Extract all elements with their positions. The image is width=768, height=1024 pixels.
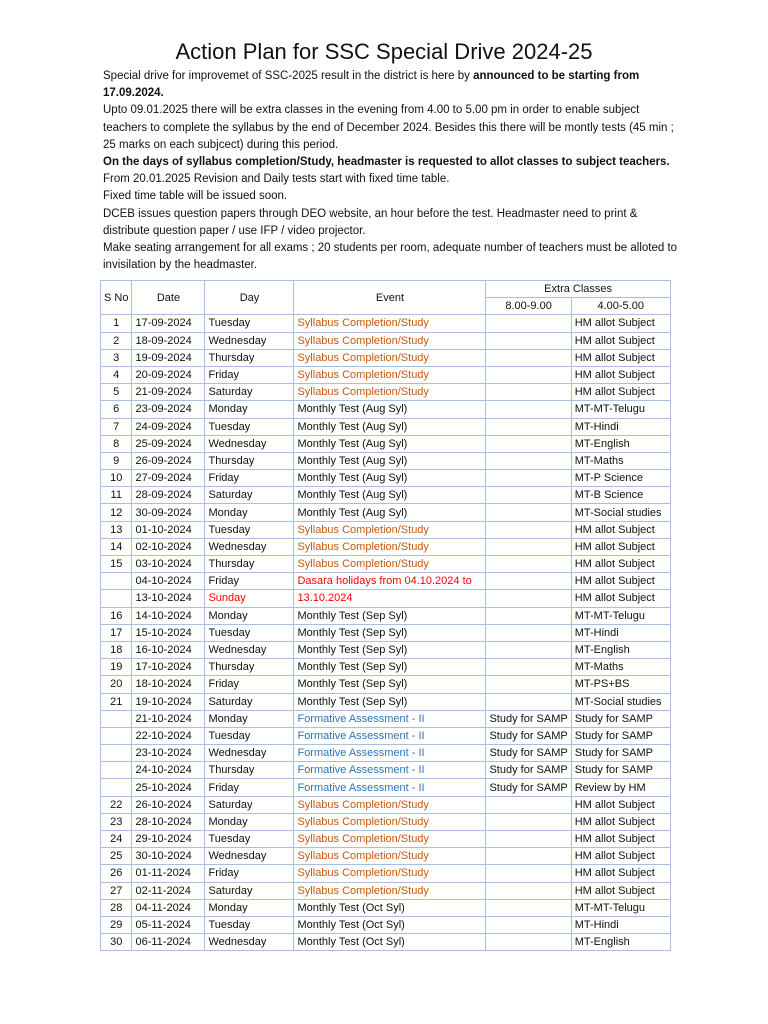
table-row bbox=[101, 607, 671, 624]
intro-paragraph: DCEB issues question papers through DEO website, an hour before the test. Headmaster need to print & distribute question paper / use IFP / video projector. bbox=[103, 207, 638, 237]
cell-date: 01-10-2024 bbox=[132, 521, 205, 538]
cell-evening: HM allot Subject bbox=[571, 848, 670, 865]
cell-date: 19-10-2024 bbox=[132, 693, 205, 710]
cell-date: 04-11-2024 bbox=[132, 899, 205, 916]
cell-event: Monthly Test (Oct Syl) bbox=[294, 899, 486, 916]
cell-sno: 29 bbox=[101, 916, 132, 933]
cell-event: Formative Assessment - II bbox=[294, 727, 486, 744]
cell-date: 27-09-2024 bbox=[132, 470, 205, 487]
cell-morning bbox=[486, 315, 571, 332]
cell-event: Syllabus Completion/Study bbox=[294, 332, 486, 349]
cell-morning: Study for SAMP bbox=[486, 710, 571, 727]
cell-sno: 26 bbox=[101, 865, 132, 882]
header-morning: 8.00-9.00 bbox=[486, 298, 571, 315]
cell-morning bbox=[486, 882, 571, 899]
cell-date: 22-10-2024 bbox=[132, 727, 205, 744]
cell-event: Syllabus Completion/Study bbox=[294, 384, 486, 401]
cell-date: 04-10-2024 bbox=[132, 573, 205, 590]
cell-sno: 27 bbox=[101, 882, 132, 899]
cell-event: Monthly Test (Sep Syl) bbox=[294, 641, 486, 658]
header-day: Day bbox=[205, 281, 294, 315]
cell-event: Syllabus Completion/Study bbox=[294, 848, 486, 865]
cell-sno: 6 bbox=[101, 401, 132, 418]
cell-day: Tuesday bbox=[205, 624, 294, 641]
cell-date: 26-10-2024 bbox=[132, 796, 205, 813]
cell-day: Friday bbox=[205, 366, 294, 383]
cell-event: Monthly Test (Aug Syl) bbox=[294, 487, 486, 504]
cell-sno: 23 bbox=[101, 813, 132, 830]
cell-evening: HM allot Subject bbox=[571, 865, 670, 882]
cell-morning bbox=[486, 813, 571, 830]
cell-event: Monthly Test (Sep Syl) bbox=[294, 659, 486, 676]
cell-morning bbox=[486, 590, 571, 607]
cell-sno: 2 bbox=[101, 332, 132, 349]
cell-evening: HM allot Subject bbox=[571, 538, 670, 555]
cell-sno bbox=[101, 762, 132, 779]
cell-morning bbox=[486, 641, 571, 658]
cell-day: Friday bbox=[205, 470, 294, 487]
cell-morning bbox=[486, 659, 571, 676]
table-row bbox=[101, 762, 671, 779]
cell-date: 21-10-2024 bbox=[132, 710, 205, 727]
cell-morning: Study for SAMP bbox=[486, 727, 571, 744]
table-row bbox=[101, 899, 671, 916]
table-body bbox=[101, 315, 671, 951]
table-row bbox=[101, 349, 671, 366]
intro-text bbox=[103, 68, 683, 274]
cell-event: Syllabus Completion/Study bbox=[294, 813, 486, 830]
cell-sno: 18 bbox=[101, 641, 132, 658]
cell-evening: MT-Hindi bbox=[571, 418, 670, 435]
table-row bbox=[101, 813, 671, 830]
cell-event: Monthly Test (Aug Syl) bbox=[294, 435, 486, 452]
cell-morning bbox=[486, 349, 571, 366]
table-row bbox=[101, 882, 671, 899]
cell-sno bbox=[101, 590, 132, 607]
cell-morning bbox=[486, 934, 571, 951]
cell-date: 18-10-2024 bbox=[132, 676, 205, 693]
cell-morning: Study for SAMP bbox=[486, 745, 571, 762]
cell-day: Saturday bbox=[205, 882, 294, 899]
cell-day: Thursday bbox=[205, 349, 294, 366]
cell-morning bbox=[486, 435, 571, 452]
cell-day: Thursday bbox=[205, 762, 294, 779]
cell-event: Monthly Test (Oct Syl) bbox=[294, 934, 486, 951]
table-row bbox=[101, 504, 671, 521]
table-row bbox=[101, 366, 671, 383]
cell-evening: HM allot Subject bbox=[571, 349, 670, 366]
table-row bbox=[101, 727, 671, 744]
cell-evening: MT-English bbox=[571, 435, 670, 452]
cell-day: Tuesday bbox=[205, 418, 294, 435]
cell-sno: 9 bbox=[101, 452, 132, 469]
cell-evening: MT-Maths bbox=[571, 659, 670, 676]
cell-date: 28-09-2024 bbox=[132, 487, 205, 504]
cell-event: Monthly Test (Aug Syl) bbox=[294, 470, 486, 487]
intro-paragraph: Upto 09.01.2025 there will be extra classes in the evening from 4.00 to 5.00 pm in order to enable subject teachers to complete the syllabus by the end of December 2024. Besides this there will be montly tests (45 min ; 25 marks on each subjcect) during this period. bbox=[103, 104, 674, 151]
cell-sno: 19 bbox=[101, 659, 132, 676]
table-row bbox=[101, 848, 671, 865]
header-date: Date bbox=[132, 281, 205, 315]
cell-sno: 25 bbox=[101, 848, 132, 865]
cell-morning bbox=[486, 796, 571, 813]
cell-sno bbox=[101, 745, 132, 762]
cell-sno: 5 bbox=[101, 384, 132, 401]
cell-morning bbox=[486, 916, 571, 933]
cell-sno: 1 bbox=[101, 315, 132, 332]
cell-date: 03-10-2024 bbox=[132, 556, 205, 573]
cell-day: Wednesday bbox=[205, 332, 294, 349]
cell-sno: 20 bbox=[101, 676, 132, 693]
cell-day: Wednesday bbox=[205, 745, 294, 762]
cell-date: 05-11-2024 bbox=[132, 916, 205, 933]
cell-event: Formative Assessment - II bbox=[294, 779, 486, 796]
cell-sno bbox=[101, 710, 132, 727]
cell-day: Saturday bbox=[205, 693, 294, 710]
cell-morning bbox=[486, 452, 571, 469]
cell-morning bbox=[486, 573, 571, 590]
cell-date: 26-09-2024 bbox=[132, 452, 205, 469]
cell-sno: 15 bbox=[101, 556, 132, 573]
cell-evening: MT-MT-Telugu bbox=[571, 607, 670, 624]
cell-sno: 12 bbox=[101, 504, 132, 521]
cell-date: 30-09-2024 bbox=[132, 504, 205, 521]
cell-day: Sunday bbox=[205, 590, 294, 607]
cell-morning bbox=[486, 831, 571, 848]
cell-event: Formative Assessment - II bbox=[294, 762, 486, 779]
cell-day: Monday bbox=[205, 899, 294, 916]
cell-event: Syllabus Completion/Study bbox=[294, 521, 486, 538]
cell-evening: Review by HM bbox=[571, 779, 670, 796]
cell-event: Monthly Test (Aug Syl) bbox=[294, 452, 486, 469]
cell-morning bbox=[486, 470, 571, 487]
cell-sno: 13 bbox=[101, 521, 132, 538]
cell-evening: HM allot Subject bbox=[571, 332, 670, 349]
cell-morning bbox=[486, 676, 571, 693]
intro-paragraph-bold: On the days of syllabus completion/Study, headmaster is requested to allot classes to subject teachers. bbox=[103, 156, 670, 169]
table-row bbox=[101, 831, 671, 848]
cell-day: Monday bbox=[205, 607, 294, 624]
cell-sno bbox=[101, 573, 132, 590]
cell-evening: HM allot Subject bbox=[571, 831, 670, 848]
cell-date: 16-10-2024 bbox=[132, 641, 205, 658]
cell-evening: HM allot Subject bbox=[571, 556, 670, 573]
table-row bbox=[101, 796, 671, 813]
cell-event: Formative Assessment - II bbox=[294, 710, 486, 727]
cell-morning bbox=[486, 556, 571, 573]
cell-evening: HM allot Subject bbox=[571, 590, 670, 607]
cell-evening: HM allot Subject bbox=[571, 384, 670, 401]
cell-event: Formative Assessment - II bbox=[294, 745, 486, 762]
cell-day: Wednesday bbox=[205, 538, 294, 555]
intro-text-span: Special drive for improvemet of SSC-2025 result in the district is here by bbox=[103, 70, 474, 82]
cell-date: 02-11-2024 bbox=[132, 882, 205, 899]
intro-paragraph bbox=[103, 68, 683, 102]
table-row bbox=[101, 315, 671, 332]
cell-event: Syllabus Completion/Study bbox=[294, 882, 486, 899]
cell-day: Wednesday bbox=[205, 934, 294, 951]
cell-event: Syllabus Completion/Study bbox=[294, 556, 486, 573]
cell-date: 24-10-2024 bbox=[132, 762, 205, 779]
cell-event: Syllabus Completion/Study bbox=[294, 366, 486, 383]
cell-date: 15-10-2024 bbox=[132, 624, 205, 641]
cell-event: Monthly Test (Aug Syl) bbox=[294, 504, 486, 521]
cell-evening: HM allot Subject bbox=[571, 813, 670, 830]
cell-date: 01-11-2024 bbox=[132, 865, 205, 882]
cell-sno: 7 bbox=[101, 418, 132, 435]
cell-evening: MT-B Science bbox=[571, 487, 670, 504]
action-plan-table bbox=[100, 280, 671, 951]
cell-day: Friday bbox=[205, 865, 294, 882]
cell-evening: MT-PS+BS bbox=[571, 676, 670, 693]
cell-event: Dasara holidays from 04.10.2024 to bbox=[294, 573, 486, 590]
cell-date: 24-09-2024 bbox=[132, 418, 205, 435]
table-row bbox=[101, 487, 671, 504]
cell-sno: 16 bbox=[101, 607, 132, 624]
cell-evening: HM allot Subject bbox=[571, 573, 670, 590]
cell-evening: MT-Hindi bbox=[571, 624, 670, 641]
table-row bbox=[101, 521, 671, 538]
cell-day: Friday bbox=[205, 676, 294, 693]
table-row bbox=[101, 624, 671, 641]
cell-event: Monthly Test (Aug Syl) bbox=[294, 418, 486, 435]
cell-day: Wednesday bbox=[205, 641, 294, 658]
cell-sno: 8 bbox=[101, 435, 132, 452]
table-row bbox=[101, 710, 671, 727]
cell-date: 23-09-2024 bbox=[132, 401, 205, 418]
cell-evening: Study for SAMP bbox=[571, 745, 670, 762]
table-row bbox=[101, 865, 671, 882]
cell-day: Thursday bbox=[205, 556, 294, 573]
cell-evening: MT-Maths bbox=[571, 452, 670, 469]
cell-evening: MT-Social studies bbox=[571, 693, 670, 710]
cell-evening: MT-English bbox=[571, 641, 670, 658]
cell-date: 25-10-2024 bbox=[132, 779, 205, 796]
intro-paragraph: Make seating arrangement for all exams ; 20 students per room, adequate number of teachers must be alloted to invisilation by the headmaster. bbox=[103, 242, 678, 272]
header-sno: S No bbox=[101, 281, 132, 315]
cell-date: 02-10-2024 bbox=[132, 538, 205, 555]
table-row bbox=[101, 934, 671, 951]
cell-event: Monthly Test (Sep Syl) bbox=[294, 676, 486, 693]
cell-day: Wednesday bbox=[205, 435, 294, 452]
table-row bbox=[101, 573, 671, 590]
cell-event: 13.10.2024 bbox=[294, 590, 486, 607]
cell-date: 20-09-2024 bbox=[132, 366, 205, 383]
cell-sno: 17 bbox=[101, 624, 132, 641]
cell-sno: 28 bbox=[101, 899, 132, 916]
cell-date: 28-10-2024 bbox=[132, 813, 205, 830]
cell-event: Syllabus Completion/Study bbox=[294, 538, 486, 555]
cell-morning bbox=[486, 538, 571, 555]
cell-sno: 21 bbox=[101, 693, 132, 710]
cell-morning bbox=[486, 332, 571, 349]
cell-sno: 3 bbox=[101, 349, 132, 366]
cell-evening: HM allot Subject bbox=[571, 366, 670, 383]
cell-sno bbox=[101, 727, 132, 744]
cell-date: 17-09-2024 bbox=[132, 315, 205, 332]
cell-event: Syllabus Completion/Study bbox=[294, 796, 486, 813]
cell-event: Monthly Test (Sep Syl) bbox=[294, 624, 486, 641]
cell-date: 29-10-2024 bbox=[132, 831, 205, 848]
cell-morning bbox=[486, 401, 571, 418]
table-row bbox=[101, 435, 671, 452]
cell-day: Thursday bbox=[205, 452, 294, 469]
cell-day: Saturday bbox=[205, 796, 294, 813]
cell-morning bbox=[486, 504, 571, 521]
table-row bbox=[101, 745, 671, 762]
cell-morning bbox=[486, 848, 571, 865]
cell-evening: HM allot Subject bbox=[571, 796, 670, 813]
cell-date: 21-09-2024 bbox=[132, 384, 205, 401]
table-row bbox=[101, 418, 671, 435]
cell-evening: Study for SAMP bbox=[571, 762, 670, 779]
cell-day: Monday bbox=[205, 710, 294, 727]
cell-day: Tuesday bbox=[205, 831, 294, 848]
table-row bbox=[101, 556, 671, 573]
cell-evening: Study for SAMP bbox=[571, 710, 670, 727]
cell-evening: HM allot Subject bbox=[571, 521, 670, 538]
cell-evening: MT-MT-Telugu bbox=[571, 899, 670, 916]
cell-day: Saturday bbox=[205, 384, 294, 401]
cell-day: Friday bbox=[205, 779, 294, 796]
cell-sno bbox=[101, 779, 132, 796]
cell-day: Wednesday bbox=[205, 848, 294, 865]
cell-day: Saturday bbox=[205, 487, 294, 504]
cell-morning bbox=[486, 899, 571, 916]
cell-evening: Study for SAMP bbox=[571, 727, 670, 744]
cell-date: 23-10-2024 bbox=[132, 745, 205, 762]
table-row bbox=[101, 332, 671, 349]
cell-date: 18-09-2024 bbox=[132, 332, 205, 349]
cell-sno: 10 bbox=[101, 470, 132, 487]
table-row bbox=[101, 779, 671, 796]
table-row bbox=[101, 659, 671, 676]
cell-event: Monthly Test (Aug Syl) bbox=[294, 401, 486, 418]
intro-paragraph: From 20.01.2025 Revision and Daily tests start with fixed time table. bbox=[103, 173, 450, 186]
cell-evening: HM allot Subject bbox=[571, 315, 670, 332]
cell-sno: 4 bbox=[101, 366, 132, 383]
cell-sno: 24 bbox=[101, 831, 132, 848]
cell-morning bbox=[486, 366, 571, 383]
header-extra-classes: Extra Classes bbox=[486, 281, 670, 298]
cell-event: Syllabus Completion/Study bbox=[294, 865, 486, 882]
cell-evening: HM allot Subject bbox=[571, 882, 670, 899]
table-row bbox=[101, 916, 671, 933]
cell-sno: 11 bbox=[101, 487, 132, 504]
intro-bold-announcement: announced to be starting from 17.09.2024. bbox=[103, 70, 640, 100]
page-title: Action Plan for SSC Special Drive 2024-25 bbox=[175, 39, 593, 64]
cell-day: Tuesday bbox=[205, 521, 294, 538]
cell-morning: Study for SAMP bbox=[486, 762, 571, 779]
cell-sno: 30 bbox=[101, 934, 132, 951]
table-row bbox=[101, 384, 671, 401]
cell-date: 14-10-2024 bbox=[132, 607, 205, 624]
cell-event: Monthly Test (Sep Syl) bbox=[294, 607, 486, 624]
cell-day: Tuesday bbox=[205, 916, 294, 933]
cell-day: Monday bbox=[205, 504, 294, 521]
cell-event: Syllabus Completion/Study bbox=[294, 831, 486, 848]
cell-day: Monday bbox=[205, 813, 294, 830]
cell-event: Monthly Test (Sep Syl) bbox=[294, 693, 486, 710]
cell-sno: 22 bbox=[101, 796, 132, 813]
cell-event: Syllabus Completion/Study bbox=[294, 315, 486, 332]
cell-morning bbox=[486, 624, 571, 641]
cell-evening: MT-Social studies bbox=[571, 504, 670, 521]
cell-morning bbox=[486, 487, 571, 504]
table-row bbox=[101, 401, 671, 418]
table-row bbox=[101, 676, 671, 693]
cell-day: Friday bbox=[205, 573, 294, 590]
cell-evening: MT-Hindi bbox=[571, 916, 670, 933]
cell-date: 13-10-2024 bbox=[132, 590, 205, 607]
table-row bbox=[101, 590, 671, 607]
table-row bbox=[101, 693, 671, 710]
cell-morning bbox=[486, 607, 571, 624]
cell-morning bbox=[486, 384, 571, 401]
cell-morning bbox=[486, 865, 571, 882]
cell-morning: Study for SAMP bbox=[486, 779, 571, 796]
cell-date: 25-09-2024 bbox=[132, 435, 205, 452]
cell-morning bbox=[486, 521, 571, 538]
cell-date: 06-11-2024 bbox=[132, 934, 205, 951]
intro-paragraph: Fixed time table will be issued soon. bbox=[103, 190, 288, 203]
header-evening: 4.00-5.00 bbox=[571, 298, 670, 315]
cell-event: Syllabus Completion/Study bbox=[294, 349, 486, 366]
cell-date: 30-10-2024 bbox=[132, 848, 205, 865]
cell-day: Tuesday bbox=[205, 315, 294, 332]
table-row bbox=[101, 538, 671, 555]
cell-day: Monday bbox=[205, 401, 294, 418]
cell-evening: MT-MT-Telugu bbox=[571, 401, 670, 418]
cell-day: Thursday bbox=[205, 659, 294, 676]
cell-sno: 14 bbox=[101, 538, 132, 555]
cell-event: Monthly Test (Oct Syl) bbox=[294, 916, 486, 933]
header-event: Event bbox=[294, 281, 486, 315]
table-row bbox=[101, 470, 671, 487]
cell-morning bbox=[486, 693, 571, 710]
table-row bbox=[101, 452, 671, 469]
cell-date: 19-09-2024 bbox=[132, 349, 205, 366]
cell-day: Tuesday bbox=[205, 727, 294, 744]
cell-evening: MT-P Science bbox=[571, 470, 670, 487]
table-row bbox=[101, 641, 671, 658]
cell-evening: MT-English bbox=[571, 934, 670, 951]
cell-morning bbox=[486, 418, 571, 435]
cell-date: 17-10-2024 bbox=[132, 659, 205, 676]
